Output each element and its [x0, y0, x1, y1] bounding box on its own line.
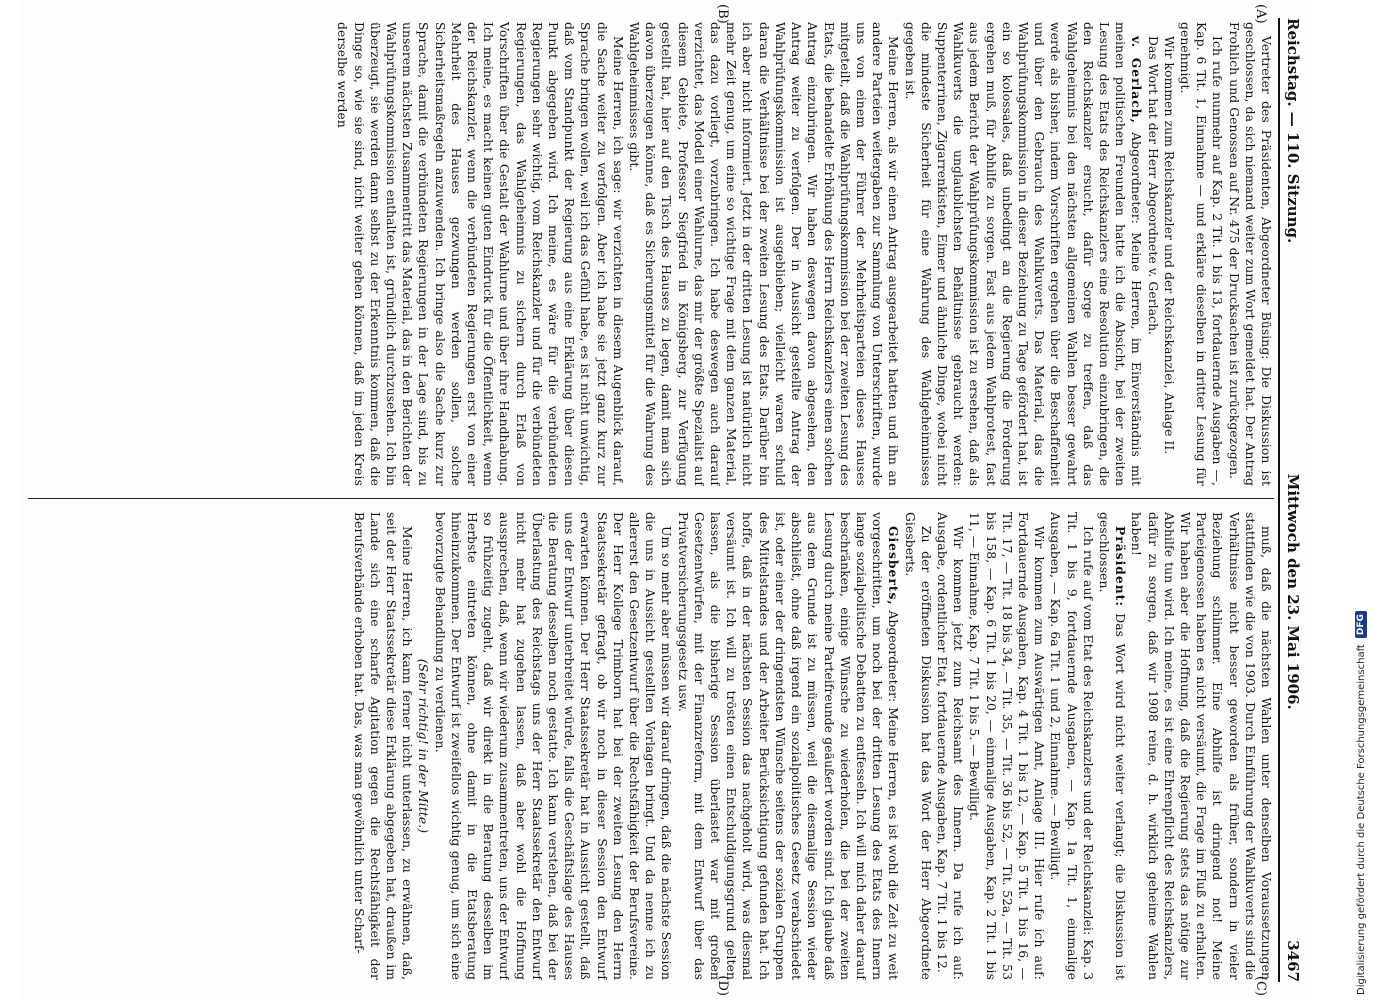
speaker-text: Abgeordneter: Meine Herren, im Einverständnis mit meinen politischen Freunden hatte ich die Absicht, bei der zweiten Lesung des Etats des Reichskanzlers eine Resolution einzubringen, die den Reichskanzler ersucht, dafür Sorge zu treffen, daß das Wahlgeheimnis bei den nächsten allgemeinen Wahlen besser gewahrt werde als bisher, indem Vorschriften ergehen über die Beschaffenheit und über den Gebrauch des Wahlkuverts. Das Material, das die Wahlprüfungskommission in dieser Beziehung zu Tage gefördert hat, ist ein so kolossales, daß unbedingt an die Regierung die Forderung ergehen muß, für Abhilfe zu sorgen. Fast aus jedem Wahlprotest, fast aus jedem Bericht der Wahlprüfungskommission ist zu ersehen, daß als Wahlkuverts die unglaublichsten Behältnisse gebraucht werden: Suppenterrinen, Zigarrenkisten, Eimer und ähnliche Dinge, wobei nicht die mindeste Sicherheit für eine Wahrung des Wahlgeheimnisses gegeben ist.: [902, 22, 1144, 486]
left-column: [28, 22, 1274, 486]
paragraph: Ich rufe nunmehr auf Kap. 2 Tit. 1 bis 13, fortdauernde Ausgaben —, Kap. 6 Tit. 1, Einnahme — und erkläre dieselben in dritter Lesung für genehmigt.: [1177, 22, 1225, 486]
header-left: Reichstag. — 110. Sitzung.: [1284, 18, 1302, 244]
paragraph: muß, daß die nächsten Wahlen unter denselben Voraussetzungen stattfinden wie die von 1903. Durch Einführung der Wahlkuverts sind die Verhältnisse nicht besser geworden als früher, sondern in vieler Beziehung schlimmer. Eine Abhilfe ist dringend not! Meine Parteigenossen haben es nicht versäumt, die Frage im Fluß zu erhalten. Wir haben aber die Hoffnung, daß die Regierung stets das nötige zur Abhilfe tun wird. Ich meine, es ist eine Ehrenpflicht des Reichskanzlers, dafür zu sorgen, daß wir 1908 reine, d. h. wirklich geheime Wahlen haben!: [1129, 512, 1273, 980]
dfg-logo: DFG: [1355, 611, 1367, 638]
paragraph: Wir kommen zum Auswärtigen Amt, Anlage III. Hier rufe ich auf: Fortdauernde Ausgaben, Kap. 4 Tit. 1 bis 12, — Kap. 5 Tit. 1 bis 16, — Tit. 17, — Tit. 18 bis 34, — Tit. 35, — Tit. 36 bis 52, — Tit. 52a, — Tit. 53 bis 158, — Kap. 6 Tit. 1 bis 20, — einmalige Ausgaben, Kap. 2 Tit. 1 bis 11, — Einnahme, Kap. 7 Tit. 1 bis 5. — Bewilligt.: [967, 512, 1047, 980]
speaker-name: Präsident:: [1113, 526, 1129, 607]
paragraph: Vertreter des Präsidenten, Abgeordneter Büsing: Die Diskussion ist geschlossen, da sich niemand weiter zum Wort gemeldet hat. Der Antrag Frohlich und Genossen auf Nr. 475 der Drucksachen ist zurückgezogen.: [1226, 22, 1273, 486]
header-rule: [1278, 18, 1280, 982]
footer-credit: [1355, 611, 1367, 995]
speaker-text: Das Wort wird nicht weiter verlangt; die Diskussion ist geschlossen.: [1096, 512, 1128, 980]
paragraph: Um so mehr aber müssen wir darauf dringen, daß die nächste Session die uns in Aussicht gestellten Vorlagen bringt. Und da nenne ich zu allererst den Gesetzentwurf über die Rechtsfähigkeit der Berufsvereine. Der Herr Kollege Trimborn hat bei der zweiten Lesung den Herrn Staatssekretär gefragt, ob wir noch in dieser Session den Entwurf erwarten können. Der Herr Staatssekretär hat in Aussicht gestellt, daß uns der Entwurf unterbreitet würde, falls die Geschäftslage des Hauses die Beratung desselben noch gestatte. Ich kann verstehen, daß bei der Überlastung des Reichstags uns der Herr Staatssekretär den Entwurf nicht mehr hat zugehen lassen, daß aber wohl die Hoffnung aussprechen, daß, wenn wir wiederum zusammentreten, uns der Entwurf so frühzeitig zugeht, daß wir direkt in die Beratung desselben im Herbste eintreten können, ohne damit in die Etatsberatung hineinzukommen. Der Entwurf ist zweifellos wichtig genug, um sich eine bevorzugte Behandlung zu verdienen.: [432, 512, 674, 980]
paragraph: Wir kommen zum Reichskanzler und der Reichskanzlei, Anlage II.: [1161, 36, 1176, 455]
header-date: Mittwoch den 23. Mai 1906.: [1284, 473, 1302, 710]
paragraph: Meine Herren, ich kann ferner nicht unterlassen, zu erwähnen, daß, seit der Herr Staatssekretär diese Erklärung abgegeben hat, draußen im Lande sich eine scharfe Agitation gegen die Rechtsfähigkeit der Berufsverbände erhoben hat. Das, was man gewöhnlich unter Scharf-: [351, 512, 415, 980]
interjection: (Sehr richtig! in der Mitte.): [416, 658, 431, 834]
margin-marker-b: (B): [715, 4, 730, 24]
paragraph: Ich rufe auf vom Etat des Reichskanzlers und der Reichskanzlei: Kap. 3 Tit. 1 bis 9, fortdauernde Ausgaben, — Kap. 1a Tit. 1, einmalige Ausgaben, — Kap. 6a Tit. 1 und 2, Einnahme. — Bewilligt.: [1048, 512, 1095, 980]
paragraph: Zu der eröffneten Diskussion hat das Wort der Herr Abgeordnete Giesberts.: [902, 512, 933, 980]
margin-marker-d: (D): [715, 975, 730, 996]
speaker-paragraph: [674, 512, 901, 980]
speaker-name: v. Gerlach,: [1129, 36, 1145, 124]
speaker-name: Giesberts,: [886, 526, 902, 606]
newspaper-page: [20, 0, 1310, 1000]
speaker-paragraph: [1096, 512, 1128, 980]
paragraph: Das Wort hat der Herr Abgeordnete v. Gerlach.: [1145, 36, 1160, 336]
speaker-paragraph: [901, 22, 1144, 486]
paragraph: Wir kommen jetzt zum Reichsamt des Innern. Da rufe ich auf: Ausgabe, ordentlicher Etat, fortdauernde Ausgaben, Kap. 7 Tit. 1 bis 12.: [934, 512, 966, 980]
margin-marker-c: (C): [1253, 975, 1268, 996]
speaker-text: Abgeordneter: Meine Herren, es ist wohl die Zeit zu weit vorgeschritten, um noch bei der dritten Lesung des Etats des Innern lange sozialpolitische Debatten zu entfesseln. Ich will mich daher darauf beschränken, einige Wünsche zu wiederholen, die bei der zweiten Lesung durch meine Parteifreunde geäußert worden sind. Ich glaube daß aus dem Grunde ist zu müssen, weil die diesmalige Session wieder abschließt, ohne daß irgend ein sozialpolitisches Gesetz verabschiedet ist, oder einer der dringendsten Wünsche seitens der sozialen Gruppen des Mittelstandes und der Arbeiter Berücksichtigung gefunden hat. Ich hoffe, daß in der nächsten Session das nachgeholt wird, was diesmal versäumt ist. Ich will zu trösten einen Entschuldigungsgrund gelten lassen, als die bisherige Session überlastet war mit großen Gesetzentwürfen, mit der Finanzreform, mit dem Entwurf über das Privatversicherungsgesetz usw.: [675, 512, 901, 980]
right-column: [28, 512, 1274, 980]
page-header: [1282, 18, 1304, 982]
paragraph: Meine Herren, als wir einen Antrag ausgearbeitet hatten und ihn an andere Parteien weitergaben zur Sammlung von Unterschriften, wurde uns von einem der Führer der Mehrheitsparteien dieses Hauses mitgeteilt, daß die Wahlprüfungskommission bei der zweiten Lesung des Etats, die behandelte Erhöhung des Herrn Reichskanzlers einen solchen Antrag einzubringen. Wir haben deswegen davon abgesehen, den Antrag weiter zu verfolgen. Der in Aussicht gestellte Antrag der Wahlprüfungskommission ist ausgeblieben; vielleicht waren schuld daran die Verhältnisse bei der zweiten Lesung des Etats. Darüber bin ich aber nicht informiert. Jetzt in der dritten Lesung ist natürlich nicht mehr Zeit genug, um eine so wichtige Frage mit dem ganzen Material, das dazu vorliegt, vorzubringen. Ich habe deswegen auch darauf verzichtet, das Modell einer Wahlurne, das mir der größte Spezialist auf diesem Gebiete, Professor Siegfried in Königsberg, zur Verfügung gestellt hat, hier auf den Tisch des Hauses zu legen, damit man sich davon überzeugen könne, daß es Sicherungsmittel für die Wahrung des Wahlgeheimnisses gibt.: [627, 22, 901, 486]
paragraph: Meine Herren, ich sage: wir verzichten in diesem Augenblick darauf, die Sache weiter zu verfolgen. Aber ich habe sie jetzt ganz kurz zur Sprache bringen wollen, weil ich das Gefühl habe, es ist nicht unwichtig, daß vom Standpunkt der Regierung aus eine Erklärung über diesen Punkt abgegeben wird. Ich meine, es wäre für die verbündeten Regierungen sehr wichtig, vom Reichskanzler und für die verbündeten Regierungen, das Wahlgeheimnis zu sichern durch Erlaß von Vorschriften über die Gestalt der Wahlurne und über ihre Handhabung. Ich meine, es macht keinen guten Eindruck für die Öffentlichkeit, wenn der Reichskanzler, wenn die verbündeten Regierungen erst von einer Mehrheit des Hauses gezwungen werden sollen, solche Sicherheitsmaßregeln anzuwenden. Ich bringe also die Sache kurz zur Sprache, damit die verbündeten Regierungen in der Lage sind, bis zu unserem nächsten Zusammentritt das Material, das in den Berichten der Wahlprüfungskommission enthalten ist, gründlich durchzusehen. Ich bin überzeugt, sie werden dann selbst zu der Erkenntnis kommen, daß die Dinge so, wie sie sind, nicht weiter gehen können, daß im jeden Kreis derselbe werden: [335, 22, 625, 486]
column-divider: [28, 498, 1274, 499]
page-number: 3467: [1284, 940, 1302, 982]
margin-marker-a: (A): [1253, 4, 1268, 24]
footer-text: Digitalisierung gefördert durch die Deutsche Forschungsgemeinschaft: [1355, 644, 1367, 995]
